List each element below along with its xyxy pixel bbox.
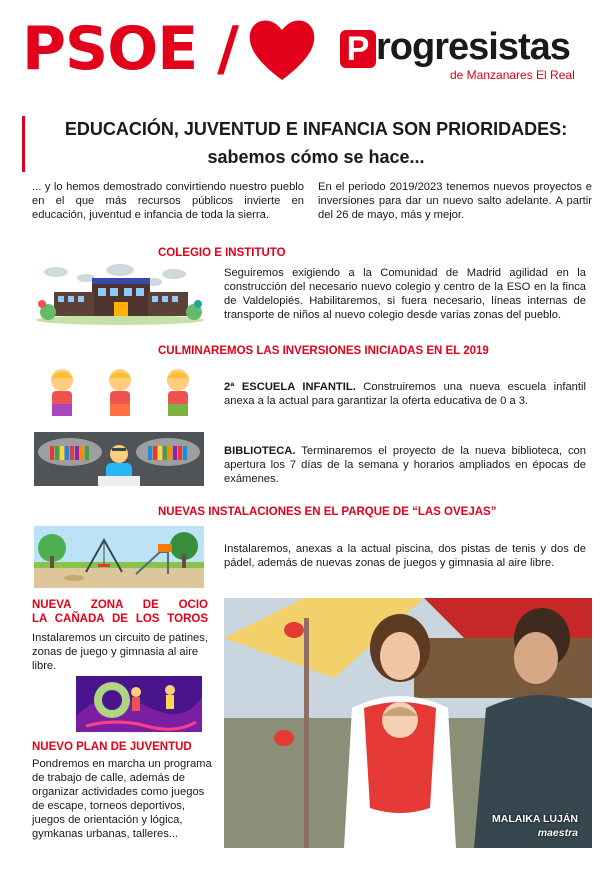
parque-heading: NUEVAS INSTALACIONES EN EL PARQUE DE “LAS OVEJAS”	[158, 506, 497, 518]
psoe-logo: PSOE /	[22, 14, 238, 84]
progresistas-logo-word: rogresistas	[376, 26, 570, 68]
escuela-infantil-body: Construiremos una nueva escuela infantil anexa a la actual para garantizar la oferta educativa de 0 a 3.	[224, 381, 586, 407]
kids-illustration	[34, 366, 206, 422]
roller-skating-illustration	[76, 676, 202, 732]
ocio-heading	[32, 598, 208, 626]
candidate-photo	[224, 598, 592, 848]
escuela-infantil-text	[224, 380, 586, 408]
library-illustration	[34, 432, 204, 486]
biblioteca-body: Terminaremos el proyecto de la nueva biblioteca, con apertura los 7 días de la semana y horarios ampliados en épocas de exámenes.	[224, 445, 586, 485]
ocio-heading-line2: LA CAÑADA DE LOS TOROS	[32, 613, 208, 625]
park-illustration	[34, 526, 204, 588]
heart-icon	[246, 14, 318, 84]
inversiones-heading: CULMINAREMOS LAS INVERSIONES INICIADAS EN EL 2019	[158, 345, 489, 357]
juventud-heading: NUEVO PLAN DE JUVENTUD	[32, 741, 192, 753]
photo-caption-role: maestra	[537, 827, 578, 839]
school-illustration	[34, 262, 206, 326]
intro-left-text: ... y lo hemos demostrado convirtiendo nuestro pueblo en el que más recursos públicos invierte en educación, juventud e infancia de toda la sierra.	[32, 181, 304, 221]
intro-right-text: En el periodo 2019/2023 tenemos nuevos proyectos e inversiones para dar un nuevo salto adelante. A partir del 26 de mayo, más y mejor.	[318, 181, 592, 221]
progresistas-subtitle: de Manzanares El Real	[450, 68, 575, 82]
title-accent-bar	[22, 116, 25, 172]
ocio-heading-line1: NUEVA ZONA DE OCIO	[32, 599, 208, 611]
biblioteca-text	[224, 444, 586, 486]
photo-caption-name: MALAIKA LUJÁN	[492, 813, 578, 825]
colegio-heading: COLEGIO E INSTITUTO	[158, 247, 286, 259]
ocio-text: Instalaremos un circuito de patines, zonas de juego y gimnasia al aire libre.	[32, 632, 208, 672]
progresistas-logo-mark: P	[340, 30, 376, 68]
biblioteca-label: BIBLIOTECA.	[224, 445, 296, 457]
page-title: EDUCACIÓN, JUVENTUD E INFANCIA SON PRIORIDADES:	[64, 119, 568, 139]
colegio-text: Seguiremos exigiendo a la Comunidad de Madrid agilidad en la construcción del necesario nuevo colegio y centro de la ESO en la finca de Valdelopiés. Habilitaremos, si fuera necesario, líneas internas de transporte de niños al nuevo colegio desde varias zonas del pueblo.	[224, 267, 586, 321]
page-subtitle: sabemos cómo se hace...	[207, 147, 425, 167]
candidate-photo-image	[224, 598, 592, 848]
escuela-infantil-label: 2ª ESCUELA INFANTIL.	[224, 381, 356, 393]
parque-text: Instalaremos, anexas a la actual piscina, dos pistas de tenis y dos de pádel, además de nuevas zonas de juegos y gimnasia al aire libre.	[224, 543, 586, 569]
juventud-text: Pondremos en marcha un programa de trabajo de calle, además de organizar actividades como juegos de escape, torneos deportivos, juegos de orientación y lógica, gymkanas urbanas, talleres...	[32, 758, 212, 840]
